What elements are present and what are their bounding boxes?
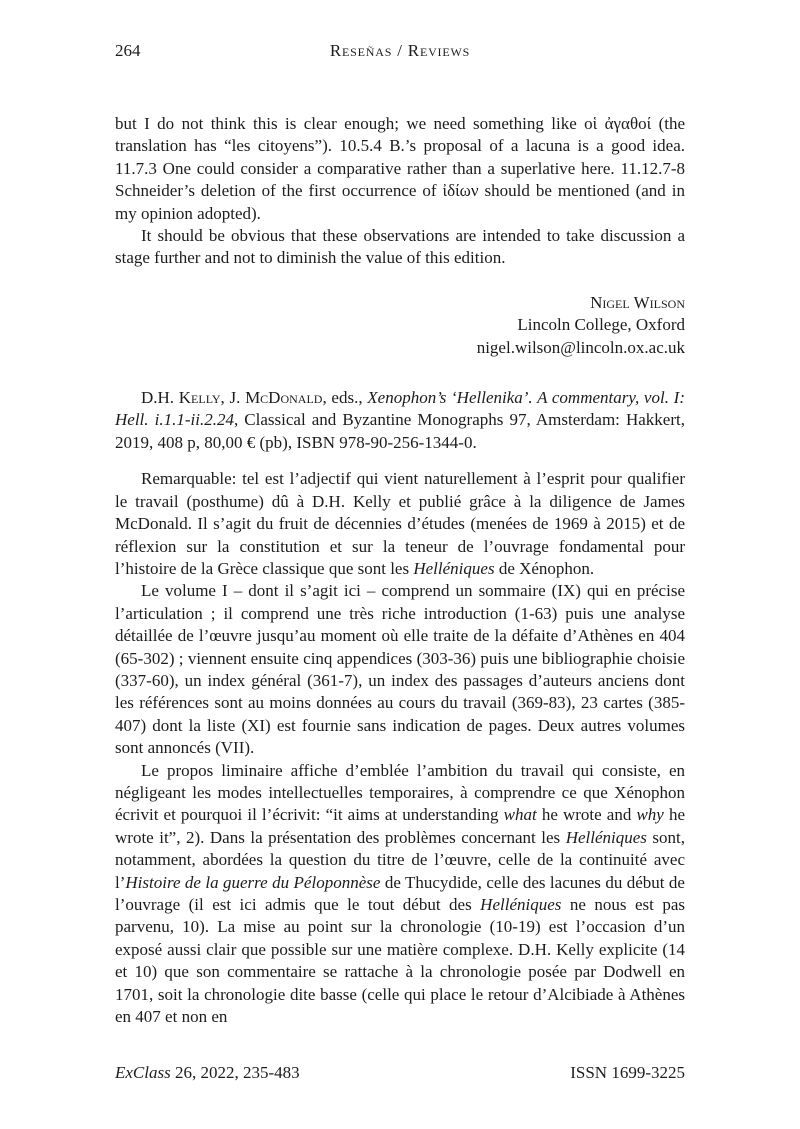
reviewer-email: nigel.wilson@lincoln.ox.ac.uk	[476, 337, 685, 357]
reviewer-name: Nigel Wilson	[590, 292, 685, 312]
review-closing-paragraph: It should be obvious that these observations are intended to take discussion a stage further and not to diminish the value of this edition.	[115, 226, 685, 268]
body-paragraph: Remarquable: tel est l’adjectif qui vient naturellement à l’esprit pour qualifier le travail (posthume) dû à D.H. Kelly et publié grâce à la diligence de James McDonald. Il s’agit du fruit de décennies d’études (menées de 1969 à 2015) et de réflexion sur la constitution et sur la teneur de l’ouvrage fondamental pour l’histoire de la Grèce classique que sont les Helléniques de Xénophon.	[115, 469, 685, 578]
reviewer-affiliation: Lincoln College, Oxford	[517, 315, 685, 335]
journal-citation: ExClass 26, 2022, 235-483	[115, 1063, 300, 1082]
body-paragraph: Le volume I – dont il s’agit ici – comprend un sommaire (IX) qui en précise l’articulation ; il comprend une très riche introduction (1-63) puis une analyse détaillée de l’œuvre jusqu’au moment où elle traite de la défaite d’Athènes en 404 (65-302) ; viennent ensuite cinq appendices (303-36) puis une bibliographie choisie (337-60), un index général (361-7), un index des passages d’auteurs anciens dont les références sont au moins données au cours du travail (369-83), 23 cartes (385-407) dont la liste (XI) est fournie sans indication de pages. Deux autres volumes sont annoncés (VII).	[115, 581, 685, 758]
book-reference-heading: D.H. Kelly, J. McDonald, eds., Xenophon’s ‘Hellenika’. A commentary, vol. I: Hell. i.1.1-ii.2.24, Classical and Byzantine Monographs 97, Amsterdam: Hakkert, 2019, 408 p, 80,00 € (pb), ISBN 978-90-256-1344-0.	[115, 388, 685, 452]
page-header	[115, 40, 685, 62]
issn: ISSN 1699-3225	[570, 1063, 685, 1082]
page-body	[115, 113, 685, 1028]
running-title: Reseñas / Reviews	[329, 41, 471, 60]
page-number: 264	[115, 41, 141, 60]
review-closing-paragraph: but I do not think this is clear enough; we need something like οἱ ἀγαθοί (the translation has “les citoyens”). 10.5.4 B.’s proposal of a lacuna is a good idea. 11.7.3 One could consider a comparative rather than a superlative here. 11.12.7-8 Schneider’s deletion of the first occurrence of ἰδίων should be mentioned (and in my opinion adopted).	[115, 114, 685, 223]
signature-block	[115, 292, 685, 359]
body-paragraph: Le propos liminaire affiche d’emblée l’ambition du travail qui consiste, en négligeant les modes intellectuelles temporaires, à comprendre ce que Xénophon écrivit et pourquoi il l’écrivit: “it aims at understanding what he wrote and why he wrote it”, 2). Dans la présentation des problèmes concernant les Helléniques sont, notamment, abordées la question du titre de l’œuvre, celle de la continuité avec l’Histoire de la guerre du Péloponnèse de Thucydide, celle des lacunes du début de l’ouvrage (il est ici admis que le tout début des Helléniques ne nous est pas parvenu, 10). La mise au point sur la chronologie (10-19) est l’occasion d’un exposé aussi clair que possible sur une matière complexe. D.H. Kelly explicite (14 et 10) que son commentaire se rattache à la chronologie posée par Dodwell en 1701, soit la chronologie dite basse (celle qui place le retour d’Alcibiade à Athènes en 407 et non en	[115, 760, 685, 1027]
page-footer	[115, 1062, 685, 1084]
